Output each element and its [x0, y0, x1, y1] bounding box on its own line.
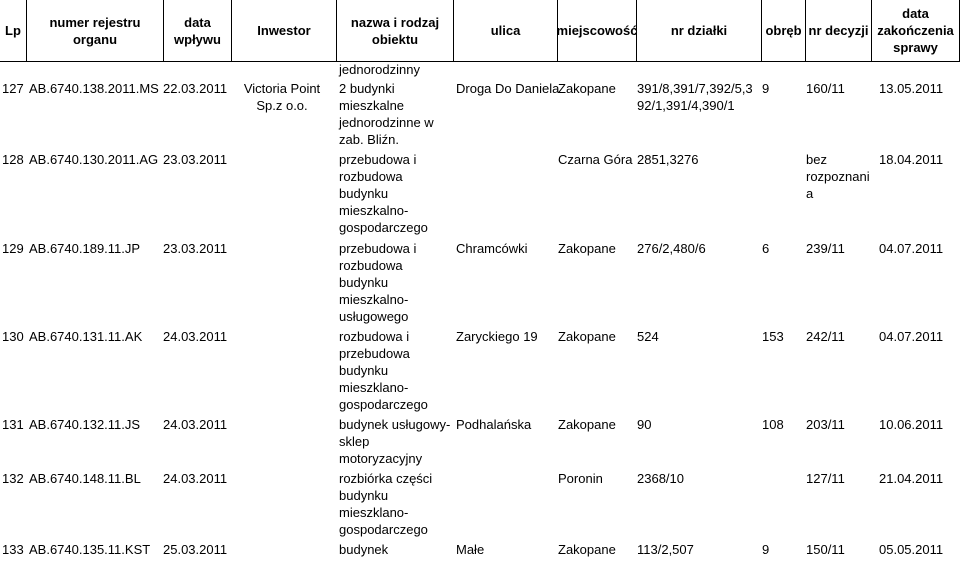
cell-dzialki: 2851,3276 [637, 152, 699, 167]
header-obreb: obręb [765, 23, 802, 38]
cell-zakonczenie: 13.05.2011 [879, 81, 944, 96]
cell-obreb: 9 [762, 542, 770, 557]
cell-ulica: Zaryckiego 19 [456, 329, 538, 344]
cell-obreb: 6 [762, 241, 770, 256]
cell-lp: 129 [2, 241, 24, 256]
cell-ulica: Chramcówki [456, 241, 528, 256]
cell-lp: 133 [2, 542, 24, 557]
cell-nazwa: przebudowa i rozbudowa budynku mieszkalno- gospodarczego [339, 152, 428, 235]
header-lp: Lp [5, 23, 21, 38]
cell-lp: 128 [2, 152, 24, 167]
cell-miejscowosc: Czarna Góra [558, 152, 633, 167]
cell-nazwa: rozbudowa i przebudowa budynku mieszklano- gospodarczego [339, 329, 428, 412]
cell-lp: 130 [2, 329, 24, 344]
header-nr-decyzji: nr decyzji [808, 23, 869, 38]
header-miejscowosc: miejscowość [556, 23, 638, 38]
cell-dzialki: 113/2,507 [637, 542, 694, 557]
cell-zakonczenie: 05.05.2011 [879, 542, 944, 557]
cell-miejscowosc: Zakopane [558, 241, 616, 256]
header-nazwa: nazwa i rodzaj obiektu [350, 14, 440, 47]
cell-decyzja: bez rozpoznani a [806, 152, 870, 201]
cell-obreb: 108 [762, 417, 784, 432]
cell-zakonczenie: 10.06.2011 [879, 417, 944, 432]
cell-nr-rejestru: AB.6740.130.2011.AG [29, 152, 159, 167]
header-data-wplywu: data wpływu [174, 14, 221, 47]
cell-zakonczenie: 21.04.2011 [879, 471, 944, 486]
cell-data-wplywu: 24.03.2011 [163, 417, 228, 432]
cell-ulica: Podhalańska [456, 417, 532, 432]
cell-miejscowosc: Poronin [558, 471, 603, 486]
header-inwestor: Inwestor [257, 23, 311, 38]
cell-zakonczenie: 04.07.2011 [879, 329, 944, 344]
cell-dzialki: 90 [637, 417, 652, 432]
cell-decyzja: 127/11 [806, 471, 845, 486]
cell-nr-rejestru: AB.6740.189.11.JP [29, 241, 141, 256]
cell-dzialki: 524 [637, 329, 659, 344]
cell-miejscowosc: Zakopane [558, 329, 616, 344]
cell-zakonczenie: 18.04.2011 [879, 152, 944, 167]
cell-decyzja: 242/11 [806, 329, 845, 344]
header-data-zakonczenia: data zakończenia sprawy [877, 6, 954, 55]
cell-nazwa: rozbiórka części budynku mieszklano- gospodarczego [339, 471, 433, 537]
cell-dzialki: 276/2,480/6 [637, 241, 706, 256]
cell-data-wplywu: 24.03.2011 [163, 329, 228, 344]
cell-nr-rejestru: AB.6740.132.11.JS [29, 417, 141, 432]
cell-miejscowosc: Zakopane [558, 417, 616, 432]
cell-nazwa: przebudowa i rozbudowa budynku mieszkalno- usługowego [339, 241, 417, 324]
cell-dzialki: 391/8,391/7,392/5,3 92/1,391/4,390/1 [637, 81, 753, 113]
cell-decyzja: 150/11 [806, 542, 845, 557]
cell-data-wplywu: 25.03.2011 [163, 542, 228, 557]
cell-nazwa: budynek usługowy- sklep motoryzacyjny [339, 417, 451, 466]
header-nr-rejestru: numer rejestru organu [49, 14, 141, 47]
cell-dzialki: 2368/10 [637, 471, 684, 486]
continuation-text: jednorodzinny [339, 62, 420, 77]
header-nr-dzialki: nr działki [670, 23, 728, 38]
cell-miejscowosc: Zakopane [558, 81, 616, 96]
cell-obreb: 9 [762, 81, 770, 96]
cell-lp: 127 [2, 81, 24, 96]
cell-miejscowosc: Zakopane [558, 542, 616, 557]
header-ulica: ulica [490, 23, 521, 38]
cell-ulica: Droga Do Daniela [456, 81, 560, 96]
cell-data-wplywu: 24.03.2011 [163, 471, 228, 486]
cell-nazwa: 2 budynki mieszkalne jednorodzinne w zab. Bliźn. [339, 81, 434, 147]
cell-nr-rejestru: AB.6740.148.11.BL [29, 471, 141, 486]
cell-data-wplywu: 23.03.2011 [163, 152, 228, 167]
cell-nr-rejestru: AB.6740.131.11.AK [29, 329, 143, 344]
cell-decyzja: 239/11 [806, 241, 845, 256]
cell-lp: 132 [2, 471, 24, 486]
cell-decyzja: 203/11 [806, 417, 845, 432]
cell-ulica: Małe [456, 542, 485, 557]
cell-data-wplywu: 23.03.2011 [163, 241, 228, 256]
cell-nr-rejestru: AB.6740.135.11.KST [29, 542, 151, 557]
cell-data-wplywu: 22.03.2011 [163, 81, 228, 96]
cell-zakonczenie: 04.07.2011 [879, 241, 944, 256]
cell-decyzja: 160/11 [806, 81, 845, 96]
cell-nazwa: budynek [339, 542, 389, 557]
cell-lp: 131 [2, 417, 24, 432]
cell-inwestor: Victoria Point Sp.z o.o. [243, 81, 321, 113]
cell-obreb: 153 [762, 329, 784, 344]
cell-nr-rejestru: AB.6740.138.2011.MS [29, 81, 159, 96]
